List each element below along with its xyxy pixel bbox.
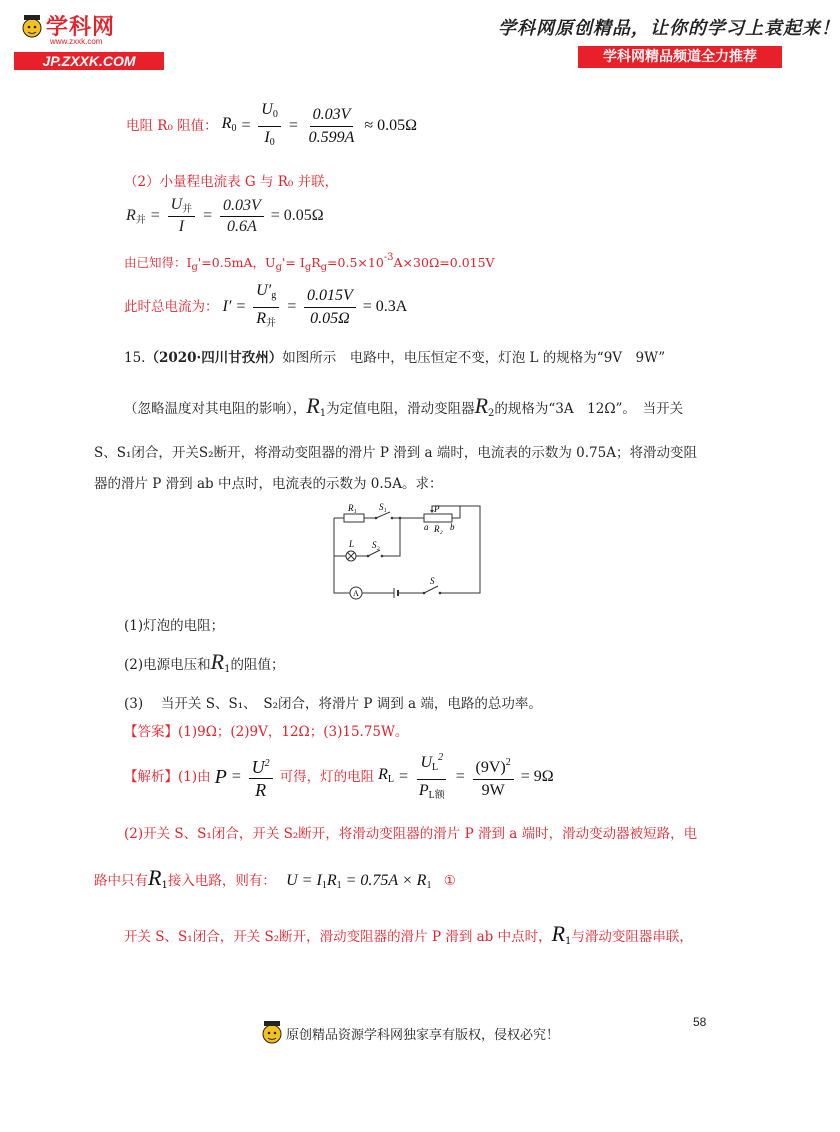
frac-u0-i0 [258,100,281,153]
r0-sub: 0 [231,122,237,134]
v003-b: 0.03V [220,197,264,217]
ul: U [420,754,432,771]
label-s: S [430,576,435,586]
frac-003-0599 [306,105,358,148]
known-g1: g [191,262,198,273]
v0015: 0.015V [304,286,356,308]
pl-sub: L额 [428,790,445,801]
known-exp: -3 [383,252,394,263]
q15-text-b3: 的规格为“3A 12Ω”。 当开关 [494,401,684,417]
circuit-diagram [320,498,490,606]
r1-symbol: R [306,393,320,418]
q15-line4: 器的滑片 P 滑到 ab 中点时，电流表的示数为 0.5A。求： [94,476,443,492]
u0-sub: 0 [272,108,278,120]
known-e: =0.5×10 [327,255,384,270]
eq005: = 0.05Ω [270,207,324,224]
footer-copyright: 原创精品资源学科网独家享有版权，侵权必究！ [286,1028,560,1043]
label-l: L [349,539,355,549]
q15-line3: S、S₁闭合，开关S₂断开，将滑动变阻器的滑片 P 滑到 a 端时，电流表的示数为 0.75A；将滑动变阻 [94,445,697,461]
header-logo [14,10,164,72]
known-d: R [311,255,321,270]
r0-label: 电阻 R₀ 阻值： [126,118,218,134]
logo-sub: www.zxxk.com [50,37,103,46]
sub2-a: (2)电源电压和 [124,657,211,673]
u2: U [251,757,265,777]
sub-question-3: (3) 当开关 S、S₁、 S₂闭合，将滑片 P 调到 a 端，电路的总功率。 [124,696,542,712]
jiexi-line4 [124,921,693,952]
known-f: A×30Ω=0.015V [393,255,495,270]
jx4-a: 开关 S、S₁闭合，开关 S₂断开，滑动变阻器的滑片 P 滑到 ab 中点时， [124,929,552,945]
rbing-den-sub: 并 [266,317,277,329]
known-c: '= I [281,255,305,270]
known-g3: g [304,262,312,273]
total-current-line: 此时总电流为： I′ = $\frac{U'_g}{R_并}$ = $\frac{0.015V}{0.05\Omega}$ = 0.3A [124,284,407,330]
jx4-r1-sub: 1 [565,936,572,947]
u-eq: U = I [286,872,322,889]
a0599: 0.599A [308,128,355,146]
i0-sub: 0 [269,136,275,148]
r2-sub: 2 [488,408,495,419]
rbing-sub: 并 [135,214,146,226]
frac-9v-9w: $\frac{(9V)^2}{9W}$ [473,753,514,801]
label-a: a [424,522,429,532]
sub2-b: 的阻值； [230,657,285,673]
q15-num: 15. [124,350,146,366]
frac-ul2-pl: $\frac{U_L^2}{P_{L额}}$ [416,748,448,806]
label-r2: R₂ [434,524,443,534]
p-symbol: P [214,766,227,788]
jx1-a: 【解析】(1)由 [124,769,211,785]
q15-text-b1: （忽略温度对其电阻的影响）， [124,401,307,417]
frac-003-06 [220,197,264,236]
jx1-b: 可得，灯的电阻 [279,769,375,785]
i-den: I [178,218,185,235]
r-den: R [255,780,267,800]
logo-text: 学科网 [46,14,116,39]
r0-line: 电阻 R₀ 阻值： $R_0$ = $\frac{U_0}{I_0}$ = $\frac{0.03V}{0.599A}$ ≈ 0.05Ω [126,104,417,148]
jx3-r1-sub: 1 [161,880,168,891]
ul-sub: L [432,762,439,773]
known-b: '=0.5mA，U [197,255,276,270]
header-badge: 学科网精品频道全力推荐 [578,46,782,68]
ohm005: 0.05Ω [310,309,350,327]
label-p: P [434,504,440,514]
eq03a: = 0.3A [362,298,408,315]
header-slogan: 学科网原创精品，让你的学习上袁起来！ [498,18,840,39]
u-eq-sub1: 1 [321,880,327,891]
jiexi-line3 [94,865,456,896]
rbing-den: R [256,309,267,327]
jx3-a: 路中只有 [94,873,148,889]
approx-005: ≈ 0.05Ω [364,117,418,134]
rbing-symbol: R [126,206,136,224]
r2-symbol: R [474,393,489,418]
jx3-b: 接入电路，则有： [167,873,276,889]
label-ammeter: A [353,589,359,598]
sub2-r1-sub: 1 [224,664,231,675]
iprime: I′ [222,298,232,315]
a06: 0.6A [226,217,257,235]
eq9: = 9Ω [520,768,554,785]
frac-ubing-i [168,196,196,236]
q15-source: （2020·四川甘孜州） [145,350,283,366]
known-g4: g [320,262,328,273]
ug-sub: g [271,289,277,301]
ug: U′ [256,281,272,299]
rbing-line: $R_并$ = $\frac{U_并}{I}$ = $\frac{0.03V}{0.6A}$ = 0.05Ω [126,196,324,235]
jiexi-line1: 【解析】(1)由 P = $\frac{U^2}{R}$ 可得，灯的电阻 $R_L$ = $\frac{U_L^2}{P_{L额}}$ = $\frac{(9V)^2}{9W}$ = 9Ω [124,754,554,800]
total-label: 此时总电流为： [124,299,219,315]
q15-line1 [124,348,665,368]
jiexi-line2: (2)开关 S、S₁闭合，开关 S₂断开，将滑动变阻器的滑片 P 滑到 a 端时，滑动变动器被短路，电 [124,826,698,842]
sub2-r1: R [210,649,225,674]
label-b: b [450,522,455,532]
u-eq3: = 0.75A × R [345,872,427,889]
w9: 9W [481,782,505,799]
rl-sub: L [387,773,395,785]
ubing: U [170,196,183,213]
ubing-sub: 并 [182,204,193,215]
frac-0015-005 [304,286,356,329]
answer-line: 【答案】(1)9Ω；(2)9V，12Ω；(3)15.75W。 [124,724,409,740]
jx4-r1: R [551,921,566,946]
u0: U [261,100,273,118]
r1-sub: 1 [319,408,327,419]
u-eq-sub3: 1 [426,880,432,891]
q15-text-a: 如图所示 电路中，电压恒定不变，灯泡 L 的规格为“9V 9W” [282,350,666,366]
label-s2: S₂ [372,540,380,550]
known-g2: g [275,262,282,273]
known-a: 由已知得：I [124,255,192,270]
page-number: 58 [693,1015,707,1029]
frac-ug-rbing [253,281,279,334]
label-s1: S₁ [379,502,387,512]
circle-one: ① [443,873,456,889]
v003: 0.03V [310,105,354,127]
frac-u2-r: $\frac{U^2}{R}$ [249,754,273,800]
v9: (9V) [475,759,506,776]
label-r1: R₁ [348,503,357,513]
i0: I [264,128,270,146]
q15-line2 [124,393,684,424]
rl: R [378,765,388,783]
sub-question-1: (1)灯泡的电阻； [124,618,225,634]
step2-text: （2）小量程电流表 G 与 R₀ 并联， [124,174,339,190]
pl: P [418,782,429,799]
sub-question-2 [124,649,285,680]
known-line [124,248,495,278]
jx3-r1: R [148,865,162,890]
r0-symbol: R [221,114,232,132]
logo-url: JP.ZXXK.COM [14,52,164,70]
u-eq-sub2: 1 [336,880,342,891]
u-eq2: R [326,872,337,889]
footer-mascot-icon [260,1018,284,1046]
jx4-b: 与滑动变阻器串联， [571,929,693,945]
mascot-icon [20,12,44,40]
q15-text-b2: 为定值电阻，滑动变阻器 [326,401,475,417]
